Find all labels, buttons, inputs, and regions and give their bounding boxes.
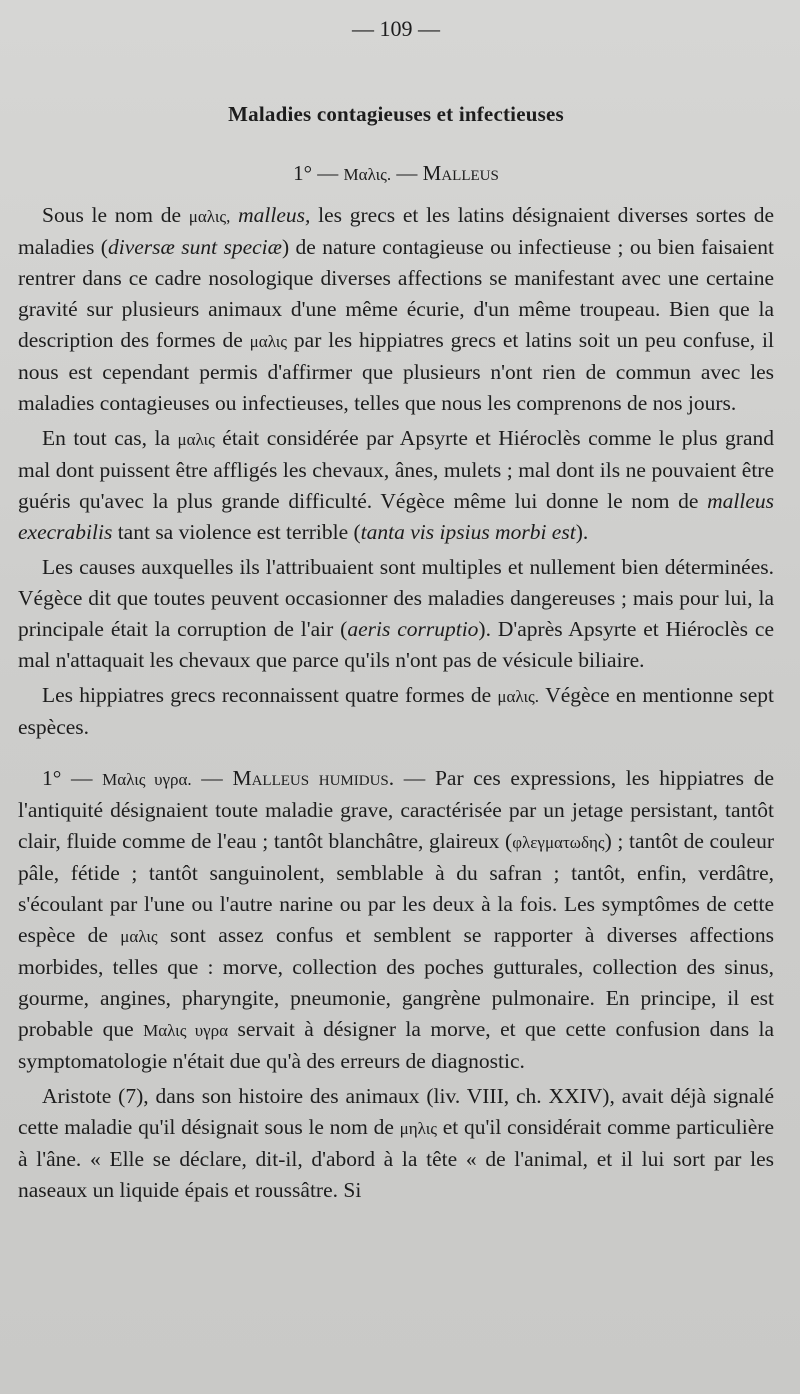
- text-run: par les hippiatres grecs et latins soit un peu confuse, il nous est cependant permis d'affirmer que plusieurs n'ont rien de commun avec les maladies contagieuses ou infectieuses, telles que nous les comprenons de nos jours.: [18, 328, 774, 415]
- greek-term: Μαλις υγρα: [143, 1021, 229, 1040]
- greek-term: μαλις: [177, 430, 215, 449]
- greek-term: μαλις: [249, 332, 288, 351]
- latin-term: malleus,: [238, 203, 311, 227]
- subheading-latin: Malleus: [422, 161, 499, 185]
- paragraph-3: [18, 552, 774, 676]
- text-run: Les hippiatres grecs reconnaissent quatre formes de: [42, 683, 498, 707]
- latin-term: tanta vis ipsius morbi est: [360, 520, 576, 544]
- text-run: — Par ces expressions, les hippiatres de l'antiquité désignaient toute maladie grave, caractérisée par un jetage persistant, tantôt clair, fluide comme de l'eau ; tantôt blanchâtre, glaireux (: [18, 766, 775, 853]
- subheading-dash: —: [396, 161, 418, 185]
- latin-heading-term: Malleus humidus.: [232, 766, 395, 790]
- text-run: Les causes auxquelles ils l'attribuaient sont multiples et nullement bien déterminées. Végèce dit que toutes peuvent occasionner des maladies dangereuses ; mais pour lui, la principale était la corruption de l'air (: [18, 555, 774, 641]
- text-run: servait à désigner la morve, et que cette confusion dans la symptomatologie n'était due qu'à des erreurs de diagnostic.: [18, 1017, 775, 1073]
- text-run: sont assez confus et semblent se rapporter à diverses affections morbides, telles que : morve, collection des poches gutturales, collection des sinus, gourme, angines, pharyngite, pneumonie, gangrène pulmonaire. En principe, il est probable que: [18, 923, 774, 1041]
- paragraph-5: [18, 763, 774, 1077]
- text-run: En tout cas, la: [42, 426, 178, 450]
- latin-term: diversæ sunt speciæ: [107, 235, 282, 259]
- subheading-number: 1°: [293, 161, 313, 185]
- text-run: les grecs et les latins désignaient diverses sortes de maladies (: [18, 203, 775, 259]
- text-run: était considérée par Apsyrte et Hiéroclès comme le plus grand mal dont puissent être affligés les chevaux, ânes, mulets ; mal dont ils ne pouvaient être guéris qu'avec la plus grande difficulté. Végèce même lui donne le nom de: [18, 426, 774, 513]
- latin-term: aeris corruptio: [347, 617, 479, 641]
- greek-term: φλεγματωδης: [512, 833, 605, 852]
- greek-term: μαλις.: [497, 687, 540, 706]
- paragraph-6: [18, 1081, 774, 1206]
- text-run: ) ; tantôt de couleur pâle, fétide ; tantôt sanguinolent, semblable à du safran ; tantôt, enfin, verdâtre, s'écoulant par l'une ou l'autre narine ou par les deux à la fois. Les symptômes de cette espèce de: [18, 829, 775, 947]
- subheading-greek: Μαλις.: [343, 165, 392, 184]
- body-text: [18, 200, 774, 1206]
- text-run: ) de nature contagieuse ou infectieuse ; ou bien faisaient rentrer dans ce cadre nosologique diverses affections se manifestant avec une certaine gravité sur plusieurs animaux d'une même écurie, d'un même troupeau. Bien que la description des formes de: [18, 235, 775, 352]
- greek-term: μαλις,: [188, 207, 231, 226]
- greek-term: μηλις: [399, 1119, 438, 1138]
- subheading-dash: —: [317, 161, 339, 185]
- greek-term: Μαλις υγρα.: [102, 770, 192, 789]
- text-run: [230, 203, 238, 227]
- text-run: ). D'après Apsyrte et Hiéroclès ce mal n'attaquait les chevaux que parce qu'ils n'ont pas de vésicule biliaire.: [18, 617, 774, 672]
- paragraph-4: [18, 680, 774, 743]
- latin-term: malleus execrabilis: [18, 489, 774, 544]
- paragraph-1: [18, 200, 774, 419]
- text-run: —: [191, 766, 233, 790]
- page-number: — 109 —: [352, 16, 440, 41]
- section-title: Maladies contagieuses et infectieuses: [228, 102, 564, 126]
- text-run: 1° —: [42, 766, 103, 790]
- text-run: Aristote (7), dans son histoire des animaux (liv. VIII, ch. XXIV), avait déjà signalé cette maladie qu'il désignait sous le nom de: [18, 1084, 774, 1139]
- greek-term: μαλις: [120, 927, 158, 946]
- text-run: ).: [575, 520, 589, 544]
- text-run: tant sa violence est terrible (: [112, 520, 361, 544]
- chapter-subheading: [18, 161, 774, 186]
- paragraph-2: [18, 423, 774, 548]
- text-run: Végèce en mentionne sept espèces.: [18, 683, 774, 739]
- text-run: Sous le nom de: [42, 203, 189, 227]
- text-run: et qu'il considérait comme particulière à l'âne. « Elle se déclare, dit-il, d'abord à la tête « de l'animal, et il lui sort par les naseaux un liquide épais et roussâtre. Si: [18, 1115, 775, 1202]
